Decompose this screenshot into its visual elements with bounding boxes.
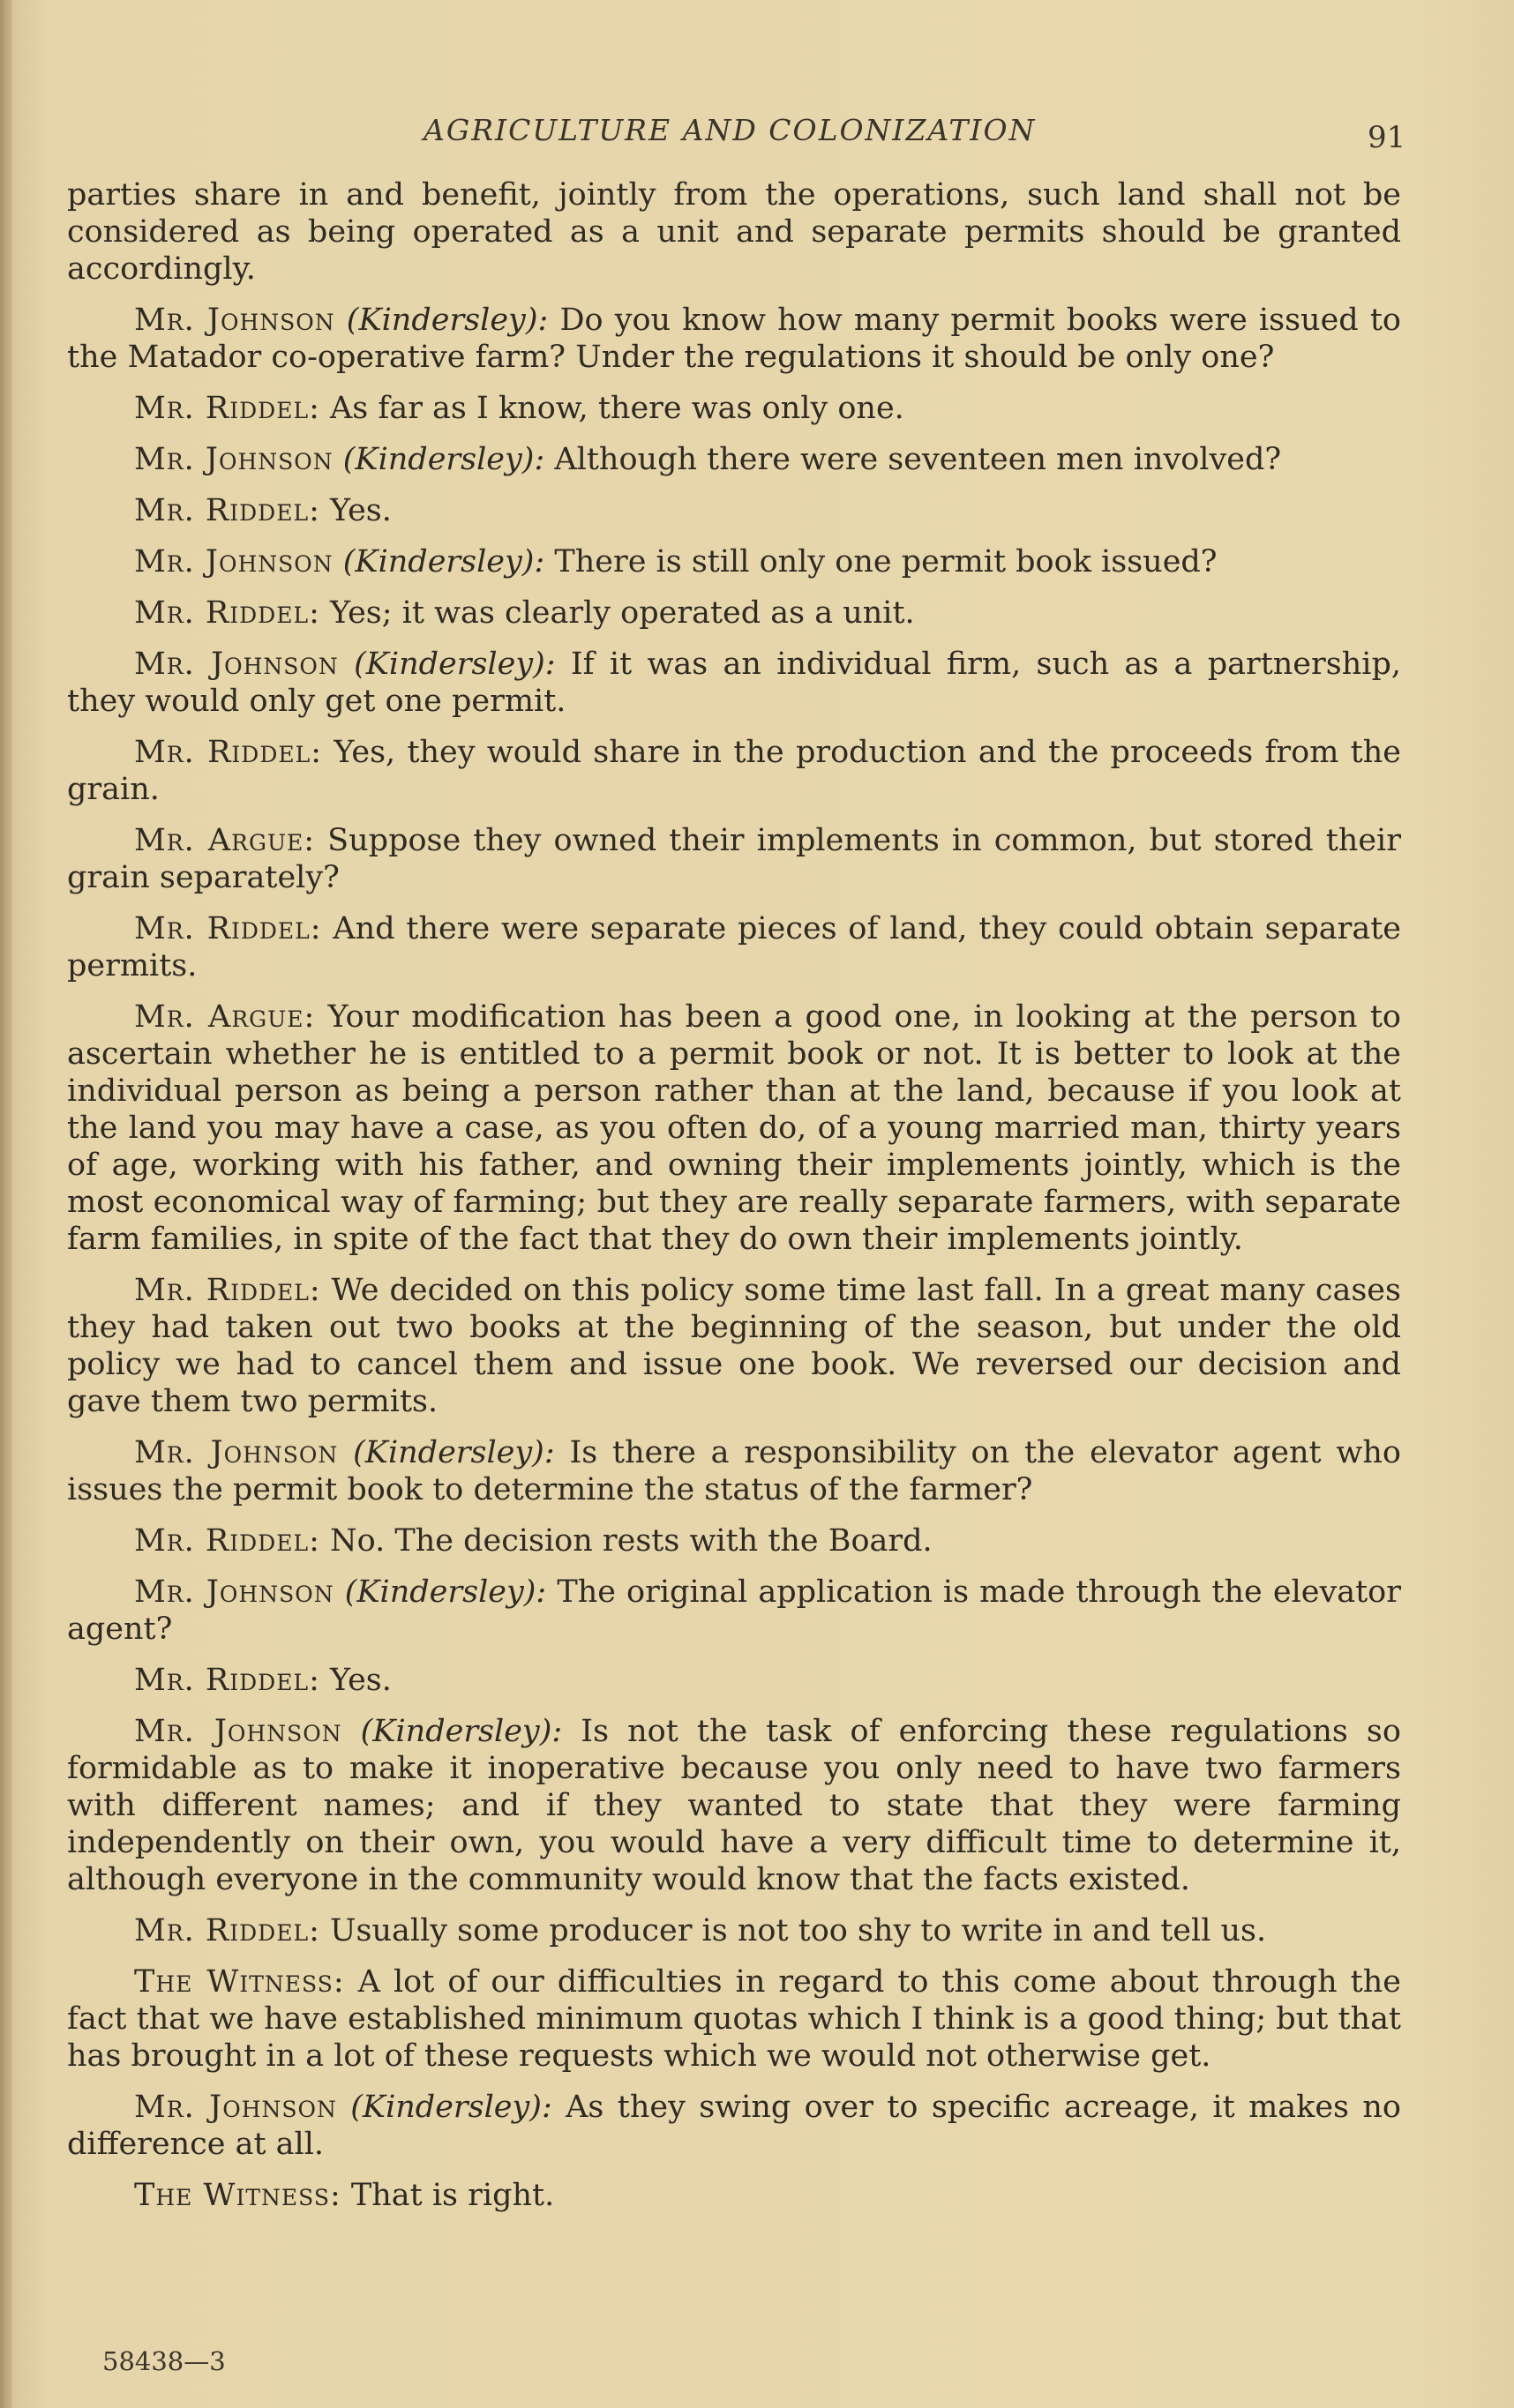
speaker-name: Mr. Riddel: <box>134 1523 320 1559</box>
paragraph-text: Yes. <box>330 1663 392 1698</box>
paragraph <box>67 734 1401 808</box>
paragraph <box>67 2089 1401 2163</box>
paragraph <box>67 1522 1401 1559</box>
paragraph <box>67 390 1401 427</box>
speaker-name: Mr. Argue: <box>134 823 316 858</box>
paragraph-text: If it was an individual firm, such as a partnership, they would only get one permit. <box>67 647 1401 719</box>
page-number: 91 <box>1368 120 1406 155</box>
paragraph <box>67 302 1401 376</box>
signature-code: 58438—3 <box>102 2346 226 2376</box>
paragraph-text: Usually some producer is not too shy to write in and tell us. <box>330 1913 1267 1948</box>
speaker-riding: (Kindersley): <box>342 544 545 580</box>
body-text <box>67 176 1401 2228</box>
speaker-name: Mr. Johnson <box>134 303 335 338</box>
paragraph <box>67 1963 1401 2075</box>
speaker-riding: (Kindersley): <box>344 1574 547 1610</box>
paragraph-text: We decided on this policy some time last fall. In a great many cases they had taken out two books at the beginning of the season, but under the old policy we had to cancel them and issue one book. We reversed our decision and gave them two permits. <box>67 1273 1401 1419</box>
paragraph-text: Suppose they owned their implements in common, but stored their grain separately? <box>67 823 1401 895</box>
speaker-name: Mr. Riddel: <box>134 1663 320 1698</box>
running-head: AGRICULTURE AND COLONIZATION <box>423 113 1037 147</box>
speaker-name: Mr. Riddel: <box>134 391 320 426</box>
speaker-name: Mr. Riddel: <box>134 1273 321 1308</box>
paragraph <box>67 646 1401 720</box>
speaker-name: Mr. Johnson <box>134 1435 339 1470</box>
paragraph-text: Is there a responsibility on the elevator agent who issues the permit book to determine the status of the farmer? <box>67 1435 1401 1507</box>
paragraph-text: There is still only one permit book issued? <box>554 544 1218 580</box>
speaker-name: Mr. Johnson <box>134 442 334 477</box>
paragraph <box>67 1912 1401 1949</box>
speaker-riding: (Kindersley): <box>353 1435 555 1470</box>
speaker-name: Mr. Riddel: <box>134 735 323 770</box>
paragraph <box>67 595 1401 632</box>
speaker-name: Mr. Argue: <box>134 999 316 1035</box>
speaker-riding: (Kindersley): <box>346 303 549 338</box>
paragraph-text: parties share in and benefit, jointly from the operations, such land shall not be considered as being operated as a unit and separate permits should be granted accordingly. <box>67 177 1401 287</box>
paragraph-text: Yes. <box>330 493 392 528</box>
speaker-name: Mr. Johnson <box>134 1574 334 1610</box>
paragraph <box>67 492 1401 529</box>
speaker-riding: (Kindersley): <box>360 1714 563 1749</box>
paragraph-text: And there were separate pieces of land, they could obtain separate permits. <box>67 911 1401 983</box>
speaker-name: Mr. Johnson <box>134 544 334 580</box>
paragraph-text: Do you know how many permit books were issued to the Matador co-operative farm? Under the regulations it should be only one? <box>67 303 1401 375</box>
paragraph <box>67 1713 1401 1898</box>
paragraph <box>67 176 1401 288</box>
paragraph-text: Yes, they would share in the production and the proceeds from the grain. <box>67 735 1401 807</box>
paragraph <box>67 822 1401 896</box>
speaker-name: The Witness: <box>134 2178 341 2213</box>
speaker-name: Mr. Johnson <box>134 1714 342 1749</box>
paragraph <box>67 998 1401 1258</box>
speaker-name: Mr. Riddel: <box>134 493 320 528</box>
paragraph-text: Although there were seventeen men involved? <box>554 442 1282 477</box>
paragraph <box>67 1574 1401 1648</box>
paragraph-text: That is right. <box>350 2178 555 2213</box>
speaker-riding: (Kindersley): <box>342 442 545 477</box>
paragraph <box>67 543 1401 580</box>
paragraph-text: A lot of our difficulties in regard to this come about through the fact that we have established minimum quotas which I think is a good thing; but that has brought in a lot of these requests which we would not otherwise get. <box>67 1964 1401 2074</box>
speaker-riding: (Kindersley): <box>350 2090 552 2125</box>
paragraph <box>67 2177 1401 2214</box>
paragraph <box>67 1272 1401 1420</box>
paragraph <box>67 1434 1401 1508</box>
speaker-name: Mr. Riddel: <box>134 911 322 946</box>
paragraph-text: As they swing over to specific acreage, it makes no difference at all. <box>67 2090 1401 2162</box>
paragraph-text: Yes; it was clearly operated as a unit. <box>330 595 915 631</box>
speaker-riding: (Kindersley): <box>354 647 556 682</box>
paragraph <box>67 910 1401 984</box>
paragraph-text: No. The decision rests with the Board. <box>330 1523 933 1559</box>
paragraph-text: The original application is made through the elevator agent? <box>67 1574 1401 1647</box>
paragraph <box>67 1662 1401 1699</box>
paragraph-text: As far as I know, there was only one. <box>330 391 904 426</box>
paragraph-text: Your modification has been a good one, in looking at the person to ascertain whether he is entitled to a permit book or not. It is better to look at the individual person as being a person rather than at the land, because if you look at the land you may have a case, as you often do, of a young married man, thirty years of age, working with his father, and owning their implements jointly, which is the most economical way of farming; but they are really separate farmers, with separate farm families, in spite of the fact that they do own their implements jointly. <box>67 999 1401 1257</box>
paragraph <box>67 441 1401 478</box>
speaker-name: Mr. Johnson <box>134 647 339 682</box>
paragraph-text: Is not the task of enforcing these regulations so formidable as to make it inoperative because you only need to have two farmers with different names; and if they wanted to state that they were farming independently on their own, you would have a very difficult time to determine it, although everyone in the community would know that the facts existed. <box>67 1714 1401 1897</box>
speaker-name: Mr. Johnson <box>134 2090 337 2125</box>
binding-edge <box>0 0 12 2408</box>
speaker-name: The Witness: <box>134 1964 345 2000</box>
speaker-name: Mr. Riddel: <box>134 595 320 631</box>
speaker-name: Mr. Riddel: <box>134 1913 320 1948</box>
